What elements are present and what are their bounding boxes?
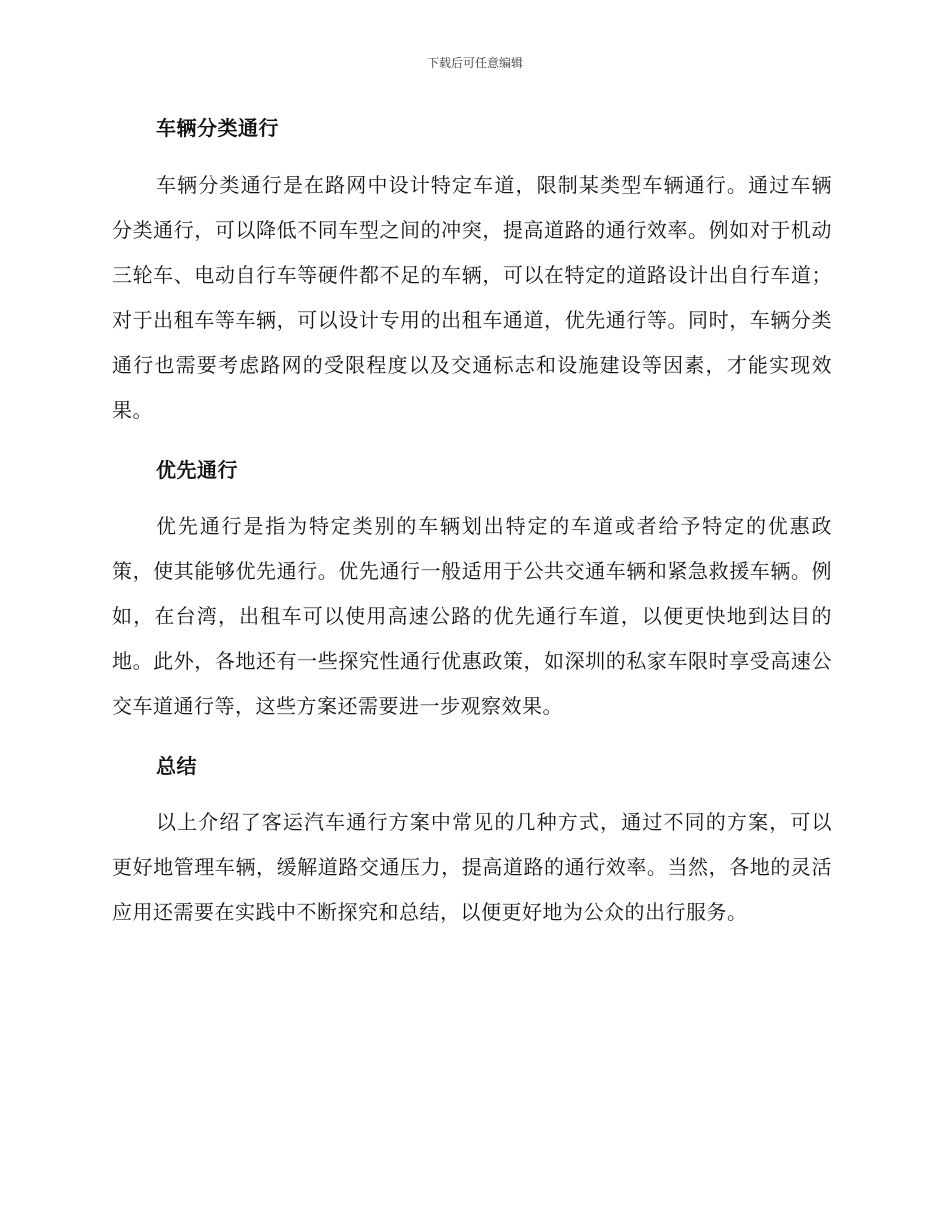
section-heading-vehicle-classification: 车辆分类通行 xyxy=(156,116,279,140)
section-paragraph-summary: 以上介绍了客运汽车通行方案中常见的几种方式，通过不同的方案，可以更好地管理车辆，缓解道路交通压力，提高道路的通行效率。当然，各地的灵活应用还需要在实践中不断探究和总结，以便更好地为公众的出行服务。 xyxy=(112,810,832,924)
section-heading-priority-passage: 优先通行 xyxy=(156,458,238,482)
section-heading-summary: 总结 xyxy=(156,754,197,778)
section-paragraph-priority-passage: 优先通行是指为特定类别的车辆划出特定的车道或者给予特定的优惠政策，使其能够优先通行。优先通行一般适用于公共交通车辆和紧急救援车辆。例如，在台湾，出租车可以使用高速公路的优先通行车道，以便更快地到达目的地。此外，各地还有一些探究性通行优惠政策，如深圳的私家车限时享受高速公交车道通行等，这些方案还需要进一步观察效果。 xyxy=(112,514,832,718)
section-paragraph-vehicle-classification: 车辆分类通行是在路网中设计特定车道，限制某类型车辆通行。通过车辆分类通行，可以降低不同车型之间的冲突，提高道路的通行效率。例如对于机动三轮车、电动自行车等硬件都不足的车辆，可以在特定的道路设计出自行车道；对于出租车等车辆，可以设计专用的出租车通道，优先通行等。同时，车辆分类通行也需要考虑路网的受限程度以及交通标志和设施建设等因素，才能实现效果。 xyxy=(112,173,832,422)
document-body xyxy=(112,112,832,935)
page-header-note: 下载后可任意编辑 xyxy=(426,56,523,70)
